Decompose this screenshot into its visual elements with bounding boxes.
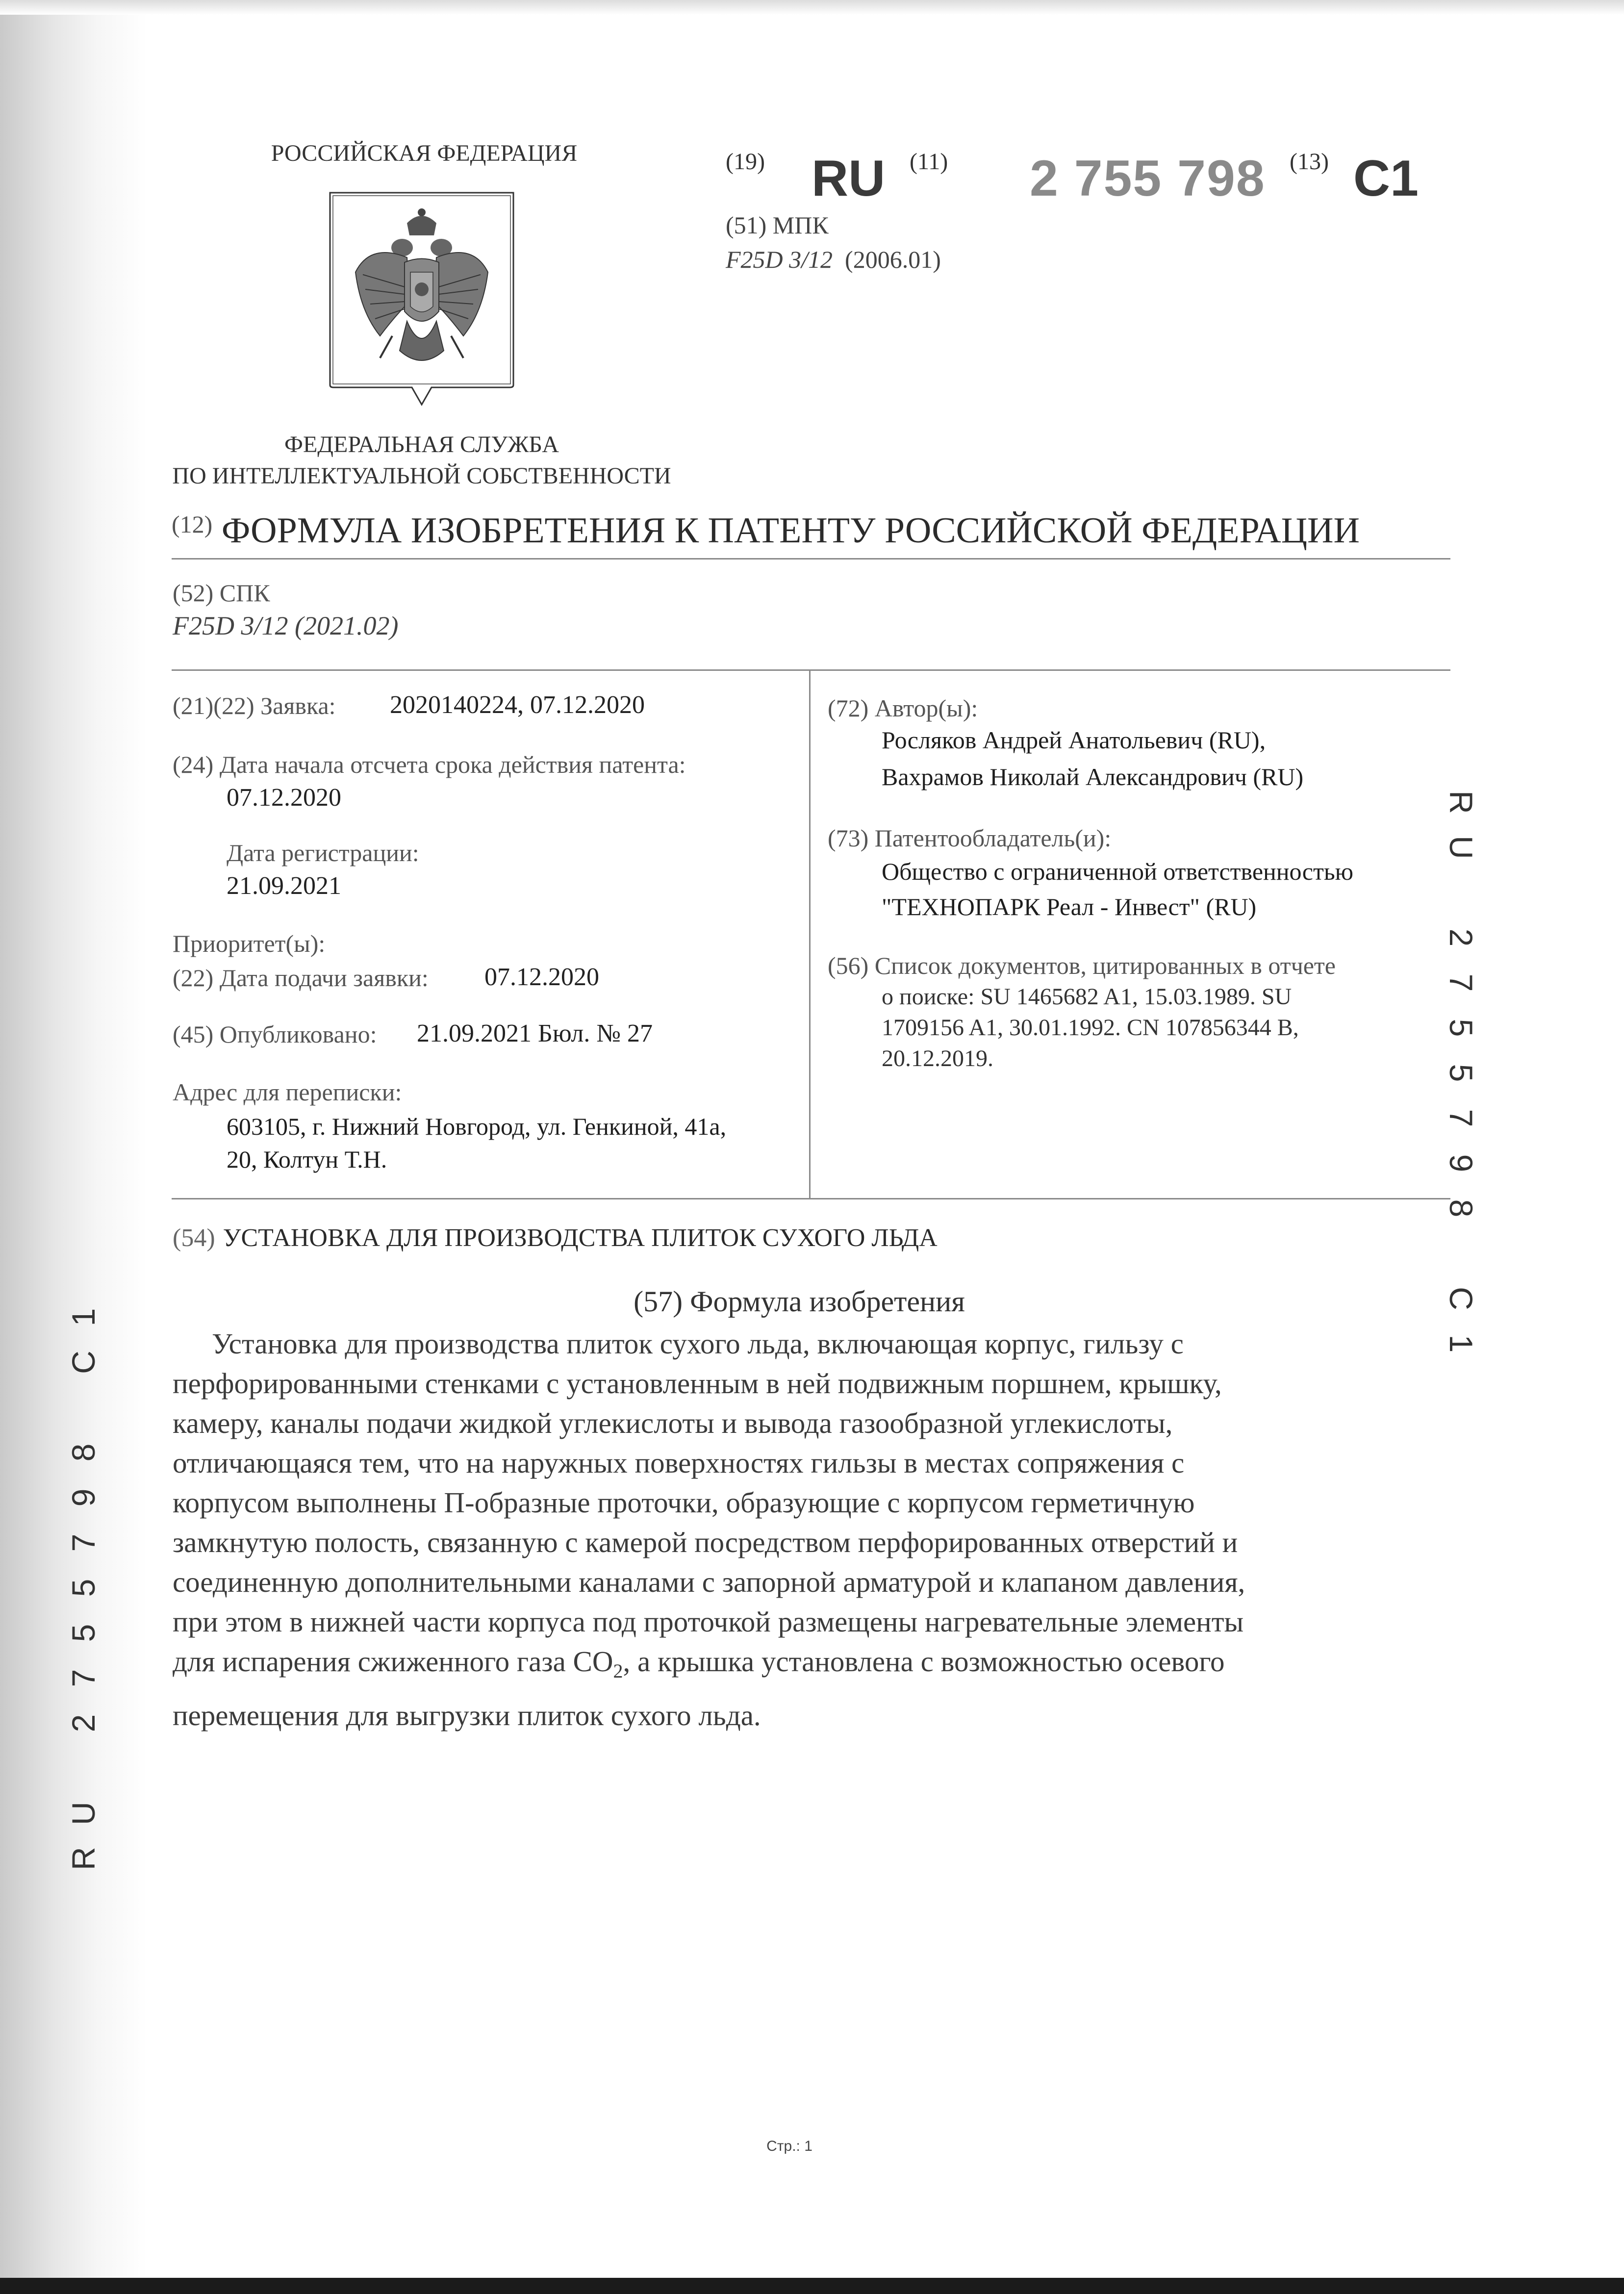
application-value: 2020140224, 07.12.2020 [390,691,645,719]
claim-line: при этом в нижней части корпуса под проточкой размещены нагревательные элементы [173,1606,1244,1638]
inid-code-19: (19) [726,149,765,175]
patent-kind: C1 [1353,150,1419,207]
ipc-version: (2006.01) [845,246,941,273]
scan-shadow-bottom [0,2278,1624,2294]
ipc-class: F25D 3/12 [726,246,833,273]
side-stamp-char: 5 [65,1624,102,1642]
country-code: RU [812,150,886,207]
term-start-value: 07.12.2020 [227,784,341,812]
filing-date-value: 07.12.2020 [484,963,599,991]
author-1: Росляков Андрей Анатольевич (RU), [882,726,1266,754]
side-stamp-char: 9 [1443,1154,1479,1172]
side-stamp-char: 7 [1443,1109,1479,1127]
side-stamp-char: U [1443,836,1479,859]
inid-code-12: (12) [172,510,213,538]
side-stamp-char: R [1443,790,1479,814]
application-label: (21)(22) Заявка: [173,692,336,719]
side-stamp-char: 9 [65,1488,102,1507]
citations-line-2: 1709156 A1, 30.01.1992. CN 107856344 B, [882,1015,1299,1041]
side-stamp-char: 7 [1443,973,1479,992]
ipc-classification [726,245,941,274]
claim-line: перфорированными стенками с установленным в ней подвижным поршнем, крышку, [173,1367,1222,1400]
holder-line-1: Общество с ограниченной ответственностью [882,858,1353,885]
holder-label: (73) Патентообладатель(и): [828,824,1112,852]
claim-line: замкнутую полость, связанную с камерой посредством перфорированных отверстий и [173,1526,1238,1558]
citations-line-1: о поиске: SU 1465682 A1, 15.03.1989. SU [882,984,1292,1010]
side-stamp-char: 2 [65,1714,102,1733]
patent-number: 2 755 798 [1030,150,1266,207]
authors-label: (72) Автор(ы): [828,694,978,722]
federal-service-line-2: ПО ИНТЕЛЛЕКТУАЛЬНОЙ СОБСТВЕННОСТИ [172,463,671,489]
claim-line [173,1642,1428,1691]
invention-title [173,1223,938,1252]
side-stamp-char: R [65,1847,102,1870]
address-line-1: 603105, г. Нижний Новгород, ул. Генкиной, 41а, [227,1113,727,1140]
side-stamp-right [1432,780,1491,1366]
title-underline [172,558,1450,560]
coat-of-arms-emblem [326,189,517,409]
published-value: 21.09.2021 Бюл. № 27 [417,1020,653,1047]
claim-line-part: , а крышка установлена с возможностью осевого [623,1645,1225,1678]
biblio-top-rule [172,669,1450,671]
side-stamp-char: 8 [1443,1199,1479,1218]
side-stamp-char: 5 [1443,1064,1479,1082]
author-2: Вахрамов Николай Александрович (RU) [882,763,1304,790]
side-stamp-char: 8 [65,1443,102,1462]
claim-line: отличающаяся тем, что на наружных поверхностях гильзы в местах сопряжения с [173,1447,1185,1479]
scan-shadow-top [0,0,1624,15]
claim-line: Установка для производства плиток сухого льда, включающая корпус, гильзу с [212,1327,1184,1360]
federal-service-name [137,429,706,492]
side-stamp-char: 1 [1443,1334,1479,1353]
filing-date-label: (22) Дата подачи заявки: [173,964,429,992]
claim-line: перемещения для выгрузки плиток сухого льда. [173,1699,761,1732]
document-title [172,510,1360,552]
side-stamp-char: 5 [65,1579,102,1597]
ipc-label: (51) МПК [726,211,829,239]
federal-service-line-1: ФЕДЕРАЛЬНАЯ СЛУЖБА [284,432,559,458]
side-stamp-char: U [65,1802,102,1825]
spk-label: (52) СПК [173,579,270,607]
registration-value: 21.09.2021 [227,872,341,900]
claim-line: корпусом выполнены П-образные проточки, образующие с корпусом герметичную [173,1486,1195,1519]
holder-line-2: "ТЕХНОПАРК Реал - Инвест" (RU) [882,893,1257,920]
side-stamp-char: 1 [65,1308,102,1326]
scan-shadow-edge [0,0,147,2294]
term-start-label: (24) Дата начала отсчета срока действия патента: [173,751,686,778]
spk-value: F25D 3/12 (2021.02) [173,611,399,640]
side-stamp-char: C [1443,1287,1479,1310]
country-name: РОССИЙСКАЯ ФЕДЕРАЦИЯ [271,140,578,166]
published-label: (45) Опубликовано: [173,1020,377,1048]
document-title-text: ФОРМУЛА ИЗОБРЕТЕНИЯ К ПАТЕНТУ РОССИЙСКОЙ ФЕДЕРАЦИИ [221,510,1360,551]
side-stamp-char: 7 [65,1669,102,1687]
side-stamp-left [54,1295,113,1881]
side-stamp-char: 5 [1443,1019,1479,1037]
biblio-column-divider [809,669,811,1199]
inid-code-11: (11) [910,149,948,175]
side-stamp-char: 7 [65,1533,102,1552]
side-stamp-char: C [65,1351,102,1374]
claim-line: соединенную дополнительными каналами с запорной арматурой и клапаном давления, [173,1566,1245,1598]
side-stamp-char: 2 [1443,928,1479,947]
biblio-bottom-rule [172,1198,1450,1199]
registration-label: Дата регистрации: [227,839,419,867]
claims-heading: (57) Формула изобретения [634,1285,965,1318]
subscript: 2 [613,1659,623,1682]
inid-code-54: (54) [173,1224,215,1252]
citations-line-3: 20.12.2019. [882,1045,993,1071]
invention-title-text: УСТАНОВКА ДЛЯ ПРОИЗВОДСТВА ПЛИТОК СУХОГО ЛЬДА [223,1224,938,1252]
claim-line-part: для испарения сжиженного газа CO [173,1645,613,1678]
address-line-2: 20, Колтун Т.Н. [227,1146,387,1173]
inid-code-13: (13) [1290,149,1329,175]
page-number: Стр.: 1 [766,2138,812,2154]
claim-text [173,1324,1428,1735]
claim-line: камеру, каналы подачи жидкой углекислоты и вывода газообразной углекислоты, [173,1407,1173,1439]
priority-label: Приоритет(ы): [173,930,326,957]
address-label: Адрес для переписки: [173,1078,402,1106]
citations-label: (56) Список документов, цитированных в отчете [828,952,1336,979]
